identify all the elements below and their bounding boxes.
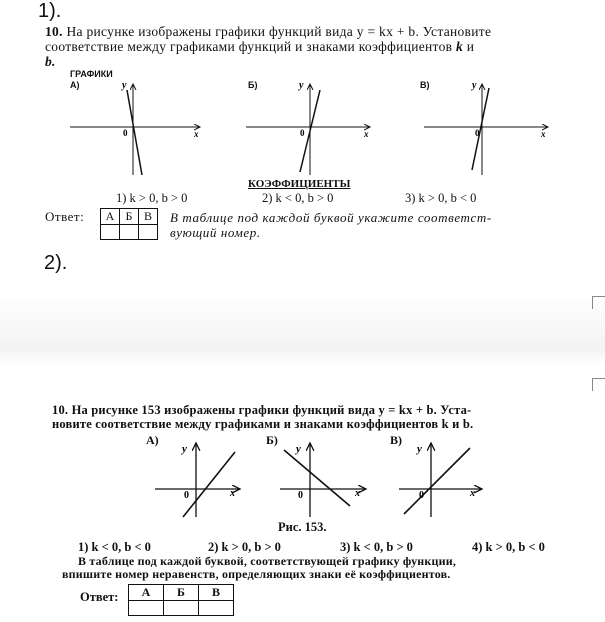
task1-instruction-line2: вующий номер. bbox=[170, 225, 261, 240]
graph1-label-v: В) bbox=[420, 80, 430, 90]
graph1-v-y-label: y bbox=[472, 80, 477, 91]
graph1-a bbox=[70, 80, 200, 175]
graph2-a-x-label: x bbox=[230, 488, 235, 499]
task2-answer-header-a: А bbox=[129, 585, 164, 601]
task2-number: 10. bbox=[52, 403, 69, 417]
graph2-a-origin: 0 bbox=[184, 490, 189, 501]
task2-prompt-line1: На рисунке 153 изображены графики функций вида y = kx + b. Уста- bbox=[71, 403, 472, 417]
task2-option-3: 3) k < 0, b > 0 bbox=[340, 540, 413, 554]
task2-instruction-line2: впишите номер неравенств, определяющих знаки её коэффициентов. bbox=[62, 567, 451, 581]
task1-answer-label: Ответ: bbox=[45, 209, 85, 224]
graph1-v-origin: 0 bbox=[475, 128, 480, 138]
graph2-a-y-label: y bbox=[182, 443, 187, 455]
graph1-a-origin: 0 bbox=[123, 128, 128, 138]
task2-option-4: 4) k > 0, b < 0 bbox=[472, 540, 545, 554]
page-separator bbox=[0, 290, 605, 365]
task2-answer-header-v: В bbox=[199, 585, 234, 601]
task1-option-2: 2) k < 0, b > 0 bbox=[262, 191, 334, 205]
graph1-b bbox=[246, 80, 370, 175]
task2-answer-cell-a[interactable] bbox=[129, 601, 164, 616]
task2-prompt-line2: новите соответствие между графиками и знаками коэффициентов k и b. bbox=[52, 417, 474, 431]
task1-answer-header-b: Б bbox=[120, 209, 139, 225]
task1-answer-header-v: В bbox=[139, 209, 158, 225]
graph1-b-origin: 0 bbox=[300, 128, 305, 138]
graph2-v bbox=[399, 443, 482, 517]
graph2-v-y-label: y bbox=[417, 443, 422, 455]
task2-answer-cell-v[interactable] bbox=[199, 601, 234, 616]
graph2-b bbox=[280, 443, 366, 517]
task1-and: и bbox=[466, 39, 475, 54]
graph1-v-x-label: x bbox=[541, 129, 546, 139]
task1-k: k bbox=[456, 39, 464, 54]
graph1-a-line bbox=[127, 90, 142, 175]
task1-prompt-line2: соответствие между графиками функций и знаками коэффициентов bbox=[45, 39, 453, 54]
task1-answer-cell-b[interactable] bbox=[120, 225, 139, 240]
graph2-b-x-label: x bbox=[355, 488, 360, 499]
graph1-a-y-label: y bbox=[122, 80, 127, 91]
task1-answer-header-a: А bbox=[101, 209, 120, 225]
task2-instruction-line1: В таблице под каждой буквой, соответствующей графику функции, bbox=[78, 554, 457, 568]
task1-option-3: 3) k > 0, b < 0 bbox=[405, 191, 477, 205]
section-number-2: 2). bbox=[44, 252, 68, 274]
task2-answer-header-b: Б bbox=[164, 585, 199, 601]
graph1-b-x-label: x bbox=[364, 129, 369, 139]
graph2-label-v: В) bbox=[390, 433, 402, 447]
corner-mark bbox=[592, 296, 605, 309]
task2-prompt bbox=[52, 403, 600, 431]
graph1-v bbox=[424, 80, 548, 175]
task1-option-1: 1) k > 0, b > 0 bbox=[116, 191, 188, 205]
task2-answer-cell-b[interactable] bbox=[164, 601, 199, 616]
task1-answer-table bbox=[100, 208, 158, 240]
graph2-a bbox=[155, 443, 240, 517]
task1-answer-cell-v[interactable] bbox=[139, 225, 158, 240]
graph2-b-origin: 0 bbox=[298, 490, 303, 501]
graph2-label-a: А) bbox=[146, 433, 159, 447]
task1-instruction-line1: В таблице под каждой буквой укажите соответст- bbox=[170, 210, 492, 225]
graph2-label-b: Б) bbox=[266, 433, 278, 447]
graph1-label-a: А) bbox=[70, 80, 80, 90]
task2-instruction bbox=[62, 555, 602, 581]
graph1-a-x-label: x bbox=[194, 129, 199, 139]
task2-option-1: 1) k < 0, b < 0 bbox=[78, 540, 151, 554]
task1-number: 10. bbox=[45, 24, 63, 39]
coeff-heading: КОЭФФИЦИЕНТЫ bbox=[248, 178, 351, 190]
task2-answer-label: Ответ: bbox=[80, 590, 119, 604]
corner-mark bbox=[592, 378, 605, 391]
task1-prompt-line1: На рисунке изображены графики функций вида y = kx + b. Установите bbox=[66, 24, 492, 39]
graph2-a-line bbox=[183, 452, 235, 517]
task1-answer-cell-a[interactable] bbox=[101, 225, 120, 240]
task2-option-2: 2) k > 0, b > 0 bbox=[208, 540, 281, 554]
graph1-label-b: Б) bbox=[248, 80, 258, 90]
graph2-v-x-label: x bbox=[470, 488, 475, 499]
task2-answer-table bbox=[128, 584, 234, 616]
graph2-v-line bbox=[404, 448, 470, 514]
figure-caption: Рис. 153. bbox=[278, 520, 327, 534]
graph1-b-y-label: y bbox=[299, 80, 304, 91]
section-number-1: 1). bbox=[38, 0, 62, 22]
graph2-b-y-label: y bbox=[296, 443, 301, 455]
task1-b: b. bbox=[45, 54, 56, 69]
graph2-v-origin: 0 bbox=[419, 490, 424, 501]
task1-instruction bbox=[170, 210, 492, 240]
graphs-heading: ГРАФИКИ bbox=[70, 69, 113, 79]
graph2-b-line bbox=[284, 450, 350, 506]
